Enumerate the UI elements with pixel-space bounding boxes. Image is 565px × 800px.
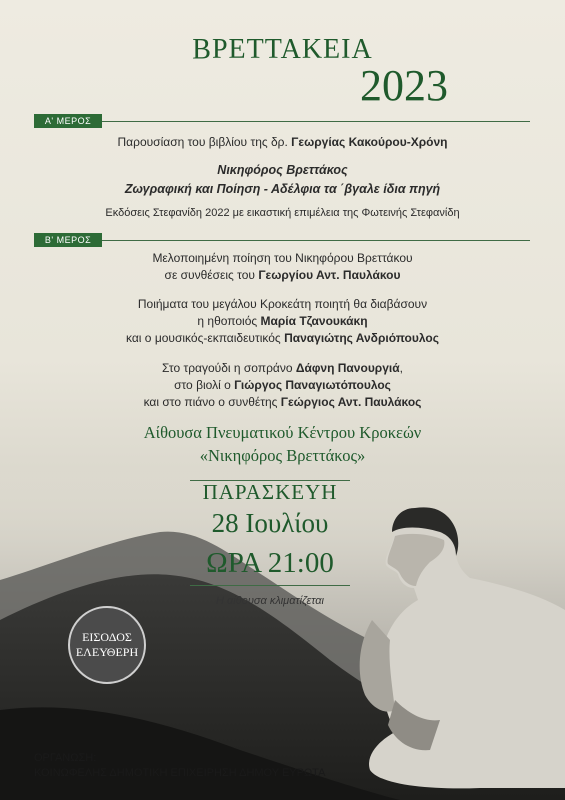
soprano-name: Δάφνη Πανουργιά <box>295 361 400 375</box>
event-year: 2023 <box>360 61 448 110</box>
actress-name: Μαρία Τζανουκάκη <box>260 314 368 328</box>
reading-line3 <box>0 331 565 345</box>
musician-name: Παναγιώτης Ανδριόπουλος <box>284 331 439 345</box>
free-entry-badge <box>68 606 146 684</box>
music-line1: Μελοποιημένη ποίηση του Νικηφόρου Βρεττάκου <box>152 251 413 265</box>
reading-line3-text: και ο μουσικός-εκπαιδευτικός <box>126 331 285 345</box>
event-time: ΩΡΑ 21:00 <box>206 547 334 579</box>
event-day: ΠΑΡΑΣΚΕΥΗ <box>202 480 338 504</box>
ac-note: Η αίθουσα κλιματίζεται <box>216 595 324 607</box>
part-b-badge: Β' ΜΕΡΟΣ <box>34 233 102 247</box>
violinist-name: Γιώργος Παναγιωτόπουλος <box>234 378 391 392</box>
book-presentation-line <box>0 135 565 149</box>
organizer-label: ΟΡΓΑΝΩΣΗ: <box>34 752 97 764</box>
event-date: 28 Ιουλίου <box>211 508 329 538</box>
performers-line3-text: και στο πιάνο ο συνθέτης <box>143 395 281 409</box>
performers-line1-comma: , <box>399 361 403 375</box>
book-title-line1: Νικηφόρος Βρεττάκος <box>217 163 348 177</box>
performers-line1-text: Στο τραγούδι η σοπράνο <box>162 361 296 375</box>
part-b-divider <box>34 240 530 241</box>
publisher-line: Εκδόσεις Στεφανίδη 2022 με εικαστική επιμέλεια της Φωτεινής Στεφανίδη <box>105 207 460 219</box>
book-title-line2: Ζωγραφική και Ποίηση - Αδέλφια τα ΄βγαλε ίδια πηγή <box>124 182 441 196</box>
reading-line2 <box>0 314 565 328</box>
music-line2-text: σε συνθέσεις του <box>164 268 259 282</box>
performers-line3 <box>0 395 565 409</box>
reading-line1: Ποιήματα του μεγάλου Κροκεάτη ποιητή θα διαβάσουν <box>137 297 428 311</box>
book-presentation-text: Παρουσίαση του βιβλίου της δρ. <box>117 135 292 149</box>
part-a-badge: Α' ΜΕΡΟΣ <box>34 114 102 128</box>
part-a-divider <box>34 121 530 122</box>
reading-line2-text: η ηθοποιός <box>197 314 261 328</box>
venue-line1: Αίθουσα Πνευματικού Κέντρου Κροκεών <box>143 423 422 442</box>
event-title: ΒΡΕΤΤΑΚΕΙΑ <box>192 34 373 65</box>
free-entry-line2: ΕΛΕΥΘΕΡΗ <box>75 645 139 659</box>
organizer-name: ΚΟΙΝΩΦΕΛΗΣ ΔΗΜΟΤΙΚΗ ΕΠΙΧΕΙΡΗΣΗ ΔΗΜΟΥ ΕΥΡΩΤΑ <box>34 767 326 779</box>
music-line2 <box>0 268 565 282</box>
performers-line1 <box>0 361 565 375</box>
date-divider-bottom <box>190 585 350 586</box>
pianist-name: Γεώργιος Αντ. Παυλάκος <box>280 395 422 409</box>
author-name: Γεωργίας Κακούρου-Χρόνη <box>291 135 448 149</box>
composer-name: Γεωργίου Αντ. Παυλάκου <box>258 268 401 282</box>
performers-line2 <box>0 378 565 392</box>
venue-line2: «Νικηφόρος Βρεττάκος» <box>199 446 366 465</box>
performers-line2-text: στο βιολί ο <box>174 378 235 392</box>
free-entry-line1: ΕΙΣΟΔΟΣ <box>82 630 132 644</box>
